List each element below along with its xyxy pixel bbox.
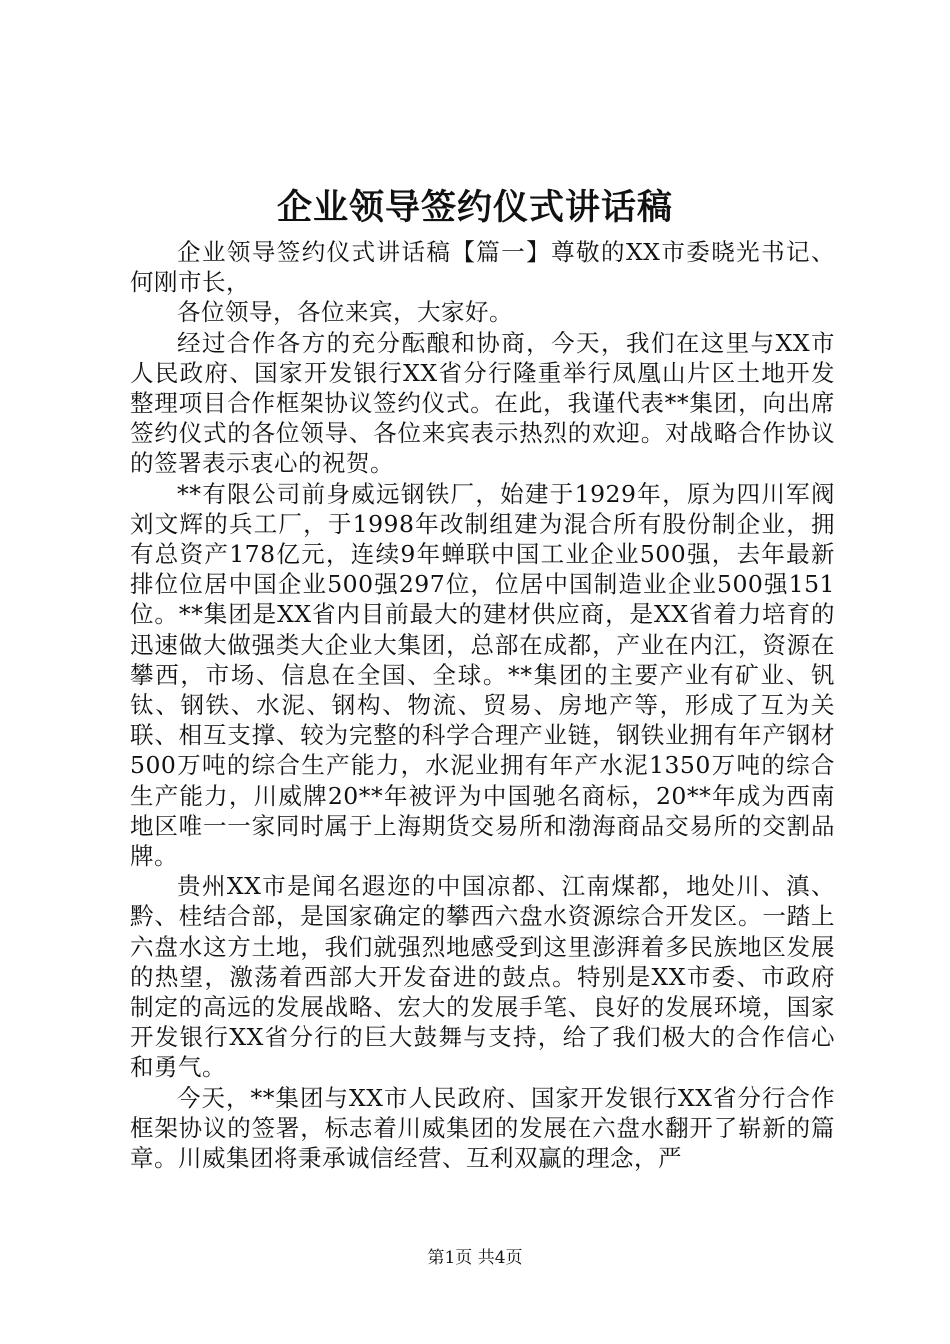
paragraph: 贵州XX市是闻名遐迩的中国凉都、江南煤都，地处川、滇、黔、桂结合部，是国家确定的攀西六盘水资源综合开发区。一踏上六盘水这方土地，我们就强烈地感受到这里澎湃着多民族地区发展的热望，激荡着西部大开发奋进的鼓点。特别是XX市委、市政府制定的高远的发展战略、宏大的发展手笔、良好的发展环境，国家开发银行XX省分行的巨大鼓舞与支持，给了我们极大的合作信心和勇气。 [130, 872, 835, 1082]
document-title: 企业领导签约仪式讲话稿 [276, 187, 673, 228]
paragraph: 今天，**集团与XX市人民政府、国家开发银行XX省分行合作框架协议的签署，标志着川威集团的发展在六盘水翻开了崭新的篇章。川威集团将秉承诚信经营、互利双赢的理念，严 [130, 1083, 835, 1173]
paragraph: 企业领导签约仪式讲话稿【篇一】尊敬的XX市委晓光书记、何刚市长， [130, 238, 835, 297]
paragraph: 各位领导，各位来宾，大家好。 [177, 298, 513, 327]
paragraph: 经过合作各方的充分酝酿和协商，今天，我们在这里与XX市人民政府、国家开发银行XX省分行隆重举行凤凰山片区土地开发整理项目合作框架协议签约仪式。在此，我谨代表**集团，向出席签约仪式的各位领导、各位来宾表示热烈的欢迎。对战略合作协议的签署表示衷心的祝贺。 [130, 328, 835, 478]
document-body [130, 237, 835, 1173]
paragraph: **有限公司前身威远钢铁厂，始建于1929年，原为四川军阀刘文辉的兵工厂，于1998年改制组建为混合所有股份制企业，拥有总资产178亿元，连续9年蝉联中国工业企业500强，去年最新排位位居中国企业500强297位，位居中国制造业企业500强151位。**集团是XX省内目前最大的建材供应商，是XX省着力培育的迅速做大做强类大企业大集团，总部在成都，产业在内江，资源在攀西，市场、信息在全国、全球。**集团的主要产业有矿业、钒钛、钢铁、水泥、钢构、物流、贸易、房地产等，形成了互为关联、相互支撑、较为完整的科学合理产业链，钢铁业拥有年产钢材500万吨的综合生产能力，水泥业拥有年产水泥1350万吨的综合生产能力，川威牌20**年被评为中国驰名商标，20**年成为西南地区唯一一家同时属于上海期货交易所和渤海商品交易所的交割品牌。 [130, 479, 835, 871]
page-number-footer: 第1页 共4页 [427, 1248, 523, 1268]
